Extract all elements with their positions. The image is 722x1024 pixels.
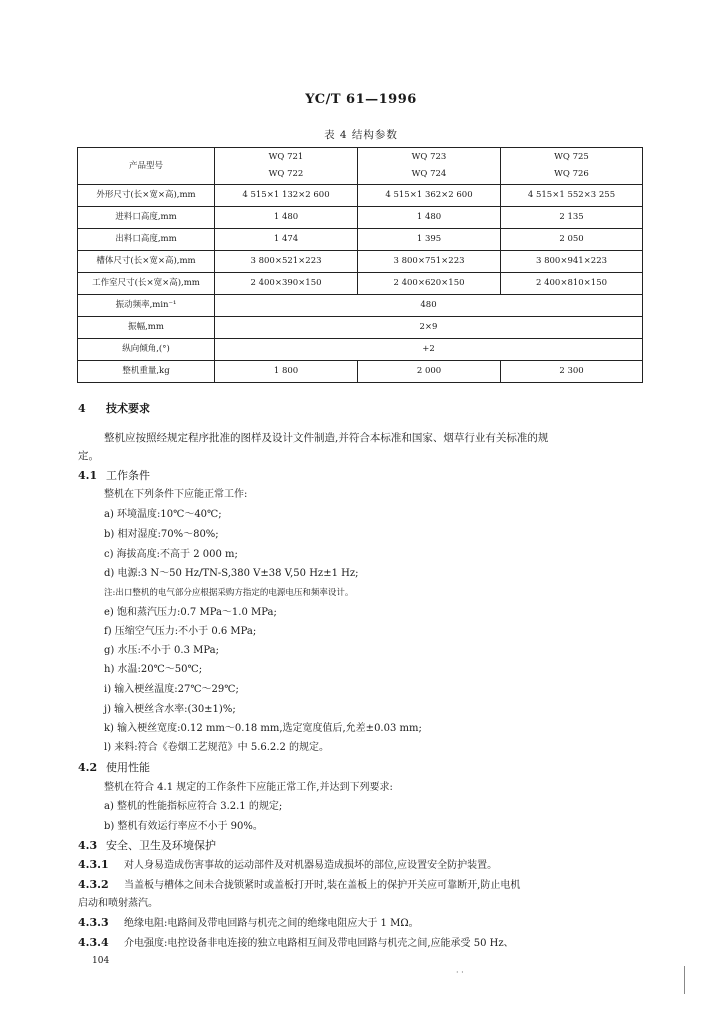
table-header-row [78, 148, 643, 185]
value-cell: 4 515×1 552×3 255 [501, 185, 643, 207]
value-cell: 3 800×941×223 [501, 251, 643, 273]
value-cell: 4 515×1 362×2 600 [358, 185, 501, 207]
condition-item: h) 水温:20℃～50℃; [104, 664, 203, 675]
section-4-3-2 [78, 878, 520, 893]
scan-mark: · · [456, 968, 464, 977]
condition-item: g) 水压:不小于 0.3 MPa; [104, 645, 219, 656]
row-label-cell: 振幅,mm [78, 317, 215, 339]
scan-edge-line [684, 966, 685, 994]
section-4-1-heading [78, 469, 150, 483]
section-number: 4.1 [78, 469, 98, 482]
value-cell: 3 800×751×223 [358, 251, 501, 273]
section-number: 4.3.1 [78, 858, 109, 871]
section-title: 安全、卫生及环境保护 [106, 839, 216, 852]
model-cell [358, 148, 501, 185]
model-name: WQ 725 [554, 152, 589, 163]
row-label-cell: 纵向倾角,(°) [78, 339, 215, 361]
header-label-cell: 产品型号 [78, 148, 215, 185]
condition-item: a) 环境温度:10℃～40℃; [104, 509, 222, 520]
condition-item: d) 电源:3 N～50 Hz/TN-S,380 V±38 V,50 Hz±1 Hz; [104, 568, 359, 579]
table-caption: 表 4 结构参数 [324, 129, 398, 141]
condition-item: c) 海拔高度:不高于 2 000 m; [104, 549, 238, 560]
merged-value-cell: +2 [215, 339, 643, 361]
section-4-1-intro: 整机在下列条件下应能正常工作: [104, 489, 248, 500]
table-row [78, 229, 643, 251]
section-number: 4.3.2 [78, 878, 109, 891]
section-4-paragraph: 整机应按照经规定程序批准的图样及设计文件制造,并符合本标准和国家、烟草行业有关标准的规 [104, 432, 549, 444]
model-name: WQ 721 [268, 152, 304, 163]
value-cell: 1 800 [215, 361, 358, 383]
value-cell: 2 000 [358, 361, 501, 383]
merged-value-cell: 480 [215, 295, 643, 317]
value-cell: 2 300 [501, 361, 643, 383]
table-row [78, 273, 643, 295]
section-title: 技术要求 [106, 402, 150, 415]
section-4-3-heading [78, 839, 216, 853]
section-4-3-2-cont: 启动和喷射蒸汽。 [78, 898, 158, 909]
condition-item: b) 相对湿度:70%～80%; [104, 529, 219, 540]
value-cell: 2 135 [501, 207, 643, 229]
section-number: 4.3.4 [78, 936, 109, 949]
value-cell: 3 800×521×223 [215, 251, 358, 273]
table-row [78, 339, 643, 361]
value-cell: 1 395 [358, 229, 501, 251]
section-text: 对人身易造成伤害事故的运动部件及对机器易造成损坏的部位,应设置安全防护装置。 [124, 860, 498, 871]
value-cell: 1 480 [215, 207, 358, 229]
section-4-heading [78, 402, 150, 416]
table-row [78, 251, 643, 273]
section-number: 4 [78, 402, 86, 415]
condition-item: k) 输入梗丝宽度:0.12 mm～0.18 mm,选定宽度值后,允差±0.03 mm; [104, 723, 422, 734]
table-row [78, 207, 643, 229]
section-text: 绝缘电阻:电路间及带电回路与机壳之间的绝缘电阻应大于 1 MΩ。 [124, 918, 419, 929]
row-label-cell: 整机重量,kg [78, 361, 215, 383]
section-4-2-heading [78, 761, 150, 775]
model-name: WQ 723 [411, 152, 447, 163]
section-4-2-intro: 整机在符合 4.1 规定的工作条件下应能正常工作,并达到下列要求: [104, 782, 393, 793]
value-cell: 2 400×620×150 [358, 273, 501, 295]
value-cell: 2 400×810×150 [501, 273, 643, 295]
table-row [78, 361, 643, 383]
table-row [78, 317, 643, 339]
condition-item: j) 输入梗丝含水率:(30±1)%; [104, 704, 236, 715]
value-cell: 2 400×390×150 [215, 273, 358, 295]
doc-header: YC/T 61—1996 [305, 92, 417, 107]
table-row [78, 185, 643, 207]
condition-note: 注:出口整机的电气部分应根据采购方指定的电源电压和频率设计。 [104, 588, 354, 598]
performance-item: a) 整机的性能指标应符合 3.2.1 的规定; [104, 801, 283, 812]
model-name: WQ 724 [411, 169, 447, 179]
condition-item: l) 来料:符合《卷烟工艺规范》中 5.6.2.2 的规定。 [104, 742, 329, 753]
section-4-3-4 [78, 936, 514, 951]
section-4-paragraph-cont: 定。 [78, 450, 99, 462]
section-number: 4.3.3 [78, 916, 109, 929]
model-name: WQ 726 [554, 169, 589, 179]
value-cell: 4 515×1 132×2 600 [215, 185, 358, 207]
model-cell [501, 148, 643, 185]
merged-value-cell: 2×9 [215, 317, 643, 339]
value-cell: 1 474 [215, 229, 358, 251]
row-label-cell: 外形尺寸(长×宽×高),mm [78, 185, 215, 207]
row-label-cell: 槽体尺寸(长×宽×高),mm [78, 251, 215, 273]
condition-item: f) 压缩空气压力:不小于 0.6 MPa; [104, 626, 257, 637]
row-label-cell: 出料口高度,mm [78, 229, 215, 251]
section-4-3-1 [78, 858, 497, 873]
section-title: 工作条件 [106, 469, 150, 482]
section-number: 4.3 [78, 839, 98, 852]
structure-parameters-table [77, 147, 643, 383]
row-label-cell: 进料口高度,mm [78, 207, 215, 229]
section-text: 介电强度:电控设备非电连接的独立电路相互间及带电回路与机壳之间,应能承受 50 Hz、 [124, 938, 514, 949]
page-number: 104 [92, 956, 110, 966]
model-name: WQ 722 [268, 169, 304, 179]
row-label-cell: 工作室尺寸(长×宽×高),mm [78, 273, 215, 295]
row-label-cell: 振动频率,min⁻¹ [78, 295, 215, 317]
condition-item: i) 输入梗丝温度:27℃～29℃; [104, 684, 239, 695]
performance-item: b) 整机有效运行率应不小于 90%。 [104, 821, 263, 832]
value-cell: 2 050 [501, 229, 643, 251]
value-cell: 1 480 [358, 207, 501, 229]
section-title: 使用性能 [106, 761, 150, 774]
section-text: 当盖板与槽体之间未合拢锁紧时或盖板打开时,装在盖板上的保护开关应可靠断开,防止电机 [124, 880, 521, 891]
model-cell [215, 148, 358, 185]
condition-item: e) 饱和蒸汽压力:0.7 MPa～1.0 MPa; [104, 607, 277, 618]
section-number: 4.2 [78, 761, 98, 774]
table-row [78, 295, 643, 317]
section-4-3-3 [78, 916, 419, 931]
